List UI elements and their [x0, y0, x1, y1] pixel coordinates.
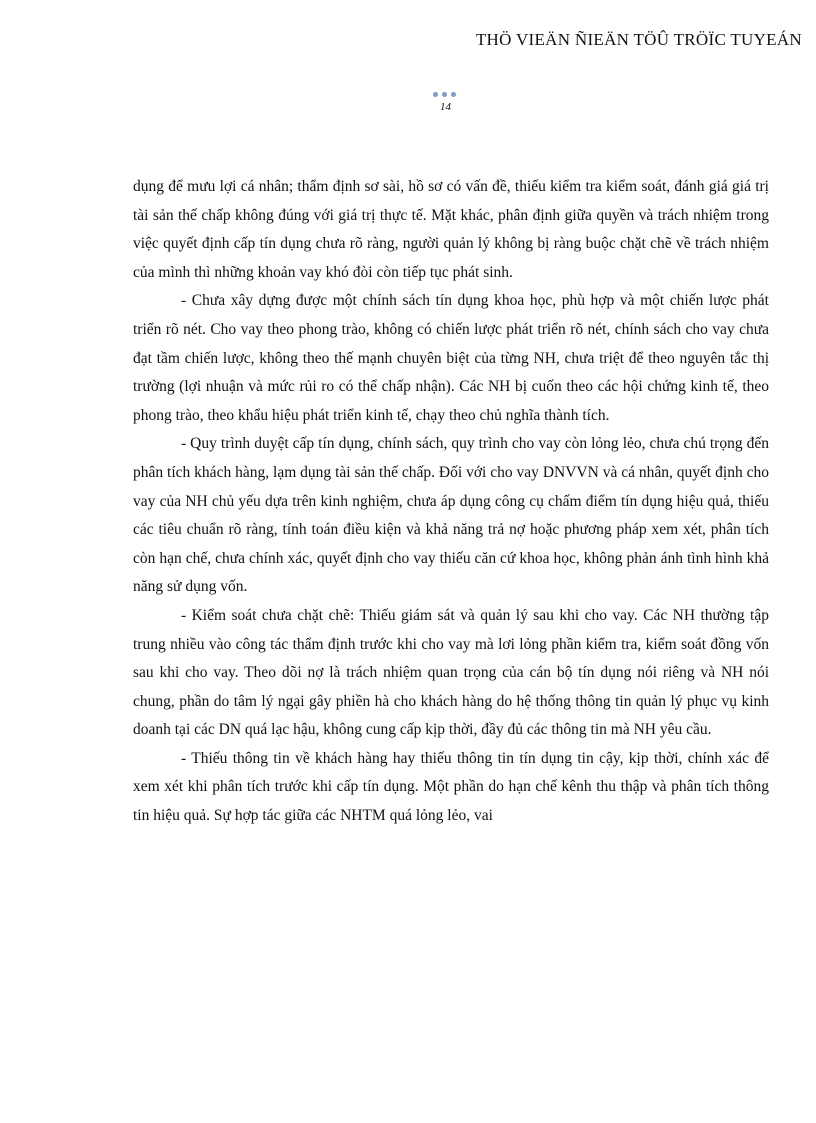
paragraph-control: - Kiểm soát chưa chặt chẽ: Thiếu giám sát và quản lý sau khi cho vay. Các NH thường tập trung nhiều vào công tác thẩm định trước khi cho vay mà lơi lỏng phần kiểm tra, kiểm soát đồng vốn sau khi cho vay. Theo dõi nợ là trách nhiệm quan trọng của cán bộ tín dụng nói riêng và NH nói chung, phần do tâm lý ngại gây phiền hà cho khách hàng do hệ thống thông tin quản lý phục vụ kinh doanh tại các DN quá lạc hậu, không cung cấp kịp thời, đầy đủ các thông tin mà NH yêu cầu. [133, 606, 769, 739]
paragraph-information: - Thiếu thông tin về khách hàng hay thiếu thông tin tín dụng tin cậy, kịp thời, chính xác để xem xét khi phân tích trước khi cấp tín dụng. Một phần do hạn chế kênh thu thập và phân tích thông tin hiệu quả. Sự hợp tác giữa các NHTM quá lỏng lẻo, vai [133, 749, 769, 825]
ornament-dot [433, 92, 438, 97]
paragraph-continuation: dụng để mưu lợi cá nhân; thẩm định sơ sài, hồ sơ có vấn đề, thiếu kiểm tra kiểm soát, đánh giá giá trị tài sản thế chấp không đúng với giá trị thực tế. Mặt khác, phân định giữa quyền và trách nhiệm trong việc quyết định cấp tín dụng chưa rõ ràng, người quản lý không bị ràng buộc chặt chẽ về trách nhiệm của mình thì những khoản vay khó đòi còn tiếp tục phát sinh. [133, 178, 769, 281]
ornament-dot [442, 92, 447, 97]
document-body [133, 173, 769, 831]
page-number: 14 [440, 101, 451, 113]
ornament-dots [433, 92, 456, 97]
running-header: THÖ VIEÄN ÑIEÄN TÖÛ TRÖÏC TUYEÁN [475, 30, 802, 49]
paragraph-approval-process: - Quy trình duyệt cấp tín dụng, chính sách, quy trình cho vay còn lỏng lẻo, chưa chú trọng đến phân tích khách hàng, lạm dụng tài sản thế chấp. Đối với cho vay DNVVN và cá nhân, quyết định cho vay của NH chủ yếu dựa trên kinh nghiệm, chưa áp dụng công cụ chấm điểm tín dụng hiệu quả, thiếu các tiêu chuẩn rõ ràng, tính toán điều kiện và khả năng trả nợ hoặc phương pháp xem xét, phân tích còn hạn chế, chưa chính xác, quyết định cho vay thiếu căn cứ khoa học, không phản ánh tình hình khả năng sử dụng vốn. [133, 435, 769, 596]
ornament-dot [451, 92, 456, 97]
paragraph-credit-policy: - Chưa xây dựng được một chính sách tín dụng khoa học, phù hợp và một chiến lược phát triển rõ nét. Cho vay theo phong trào, không có chiến lược phát triển rõ nét, chính sách cho vay chưa đạt tầm chiến lược, không theo thế mạnh chuyên biệt của từng NH, chưa triệt để theo nguyên tắc thị trường (lợi nhuận và mức rủi ro có thể chấp nhận). Các NH bị cuốn theo các hội chứng kinh tế, theo phong trào, theo khẩu hiệu phát triển kinh tế, chạy theo chủ nghĩa thành tích. [133, 292, 769, 424]
